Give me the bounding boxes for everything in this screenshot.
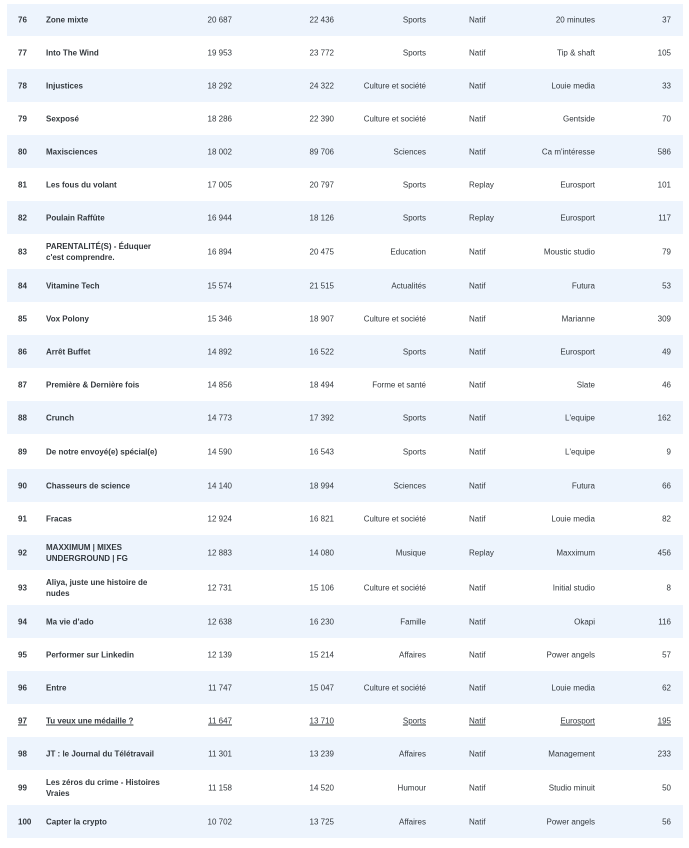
listens-value: 17 005	[207, 180, 232, 189]
episodes-count: 57	[662, 650, 671, 659]
podcast-name[interactable]: Les zéros du crime - Histoires Vraies	[46, 777, 160, 798]
type: Natif	[469, 514, 486, 523]
rank: 76	[18, 15, 27, 25]
podcast-name[interactable]: Chasseurs de science	[46, 481, 131, 490]
listens-value: 18 002	[207, 147, 232, 156]
episodes-count: 195	[657, 716, 671, 725]
category: Sports	[402, 15, 426, 25]
type: Natif	[469, 617, 486, 626]
downloads-value: 16 821	[309, 514, 334, 523]
type: Natif	[469, 583, 486, 592]
category: Sports	[402, 716, 426, 725]
category: Affaires	[399, 749, 426, 758]
type: Natif	[469, 481, 486, 490]
table-row	[7, 102, 683, 135]
rank: 78	[18, 81, 27, 90]
producer: Initial studio	[552, 583, 595, 592]
producer: Tip & shaft	[557, 48, 595, 57]
category: Culture et société	[363, 683, 426, 692]
type: Natif	[469, 447, 486, 456]
podcast-name[interactable]: De notre envoyé(e) spécial(e)	[46, 447, 158, 456]
rank: 80	[18, 147, 27, 156]
producer: Marianne	[561, 314, 595, 323]
listens-value: 12 139	[207, 650, 232, 659]
listens-value: 10 702	[207, 817, 232, 826]
downloads-value: 13 710	[309, 716, 334, 725]
episodes-count: 62	[662, 683, 671, 692]
rank: 84	[18, 281, 27, 290]
listens-value: 14 590	[207, 447, 232, 456]
type: Natif	[469, 48, 486, 57]
podcast-name[interactable]: Sexposé	[46, 114, 79, 123]
listens-value: 19 953	[207, 48, 232, 57]
podcast-name[interactable]: Les fous du volant	[46, 180, 117, 189]
producer: Okapi	[574, 617, 595, 626]
producer: L'equipe	[565, 447, 595, 456]
category: Sports	[402, 413, 426, 422]
downloads-value: 20 797	[309, 180, 334, 189]
type: Natif	[469, 817, 486, 826]
episodes-count: 50	[662, 783, 671, 792]
category: Education	[390, 247, 426, 256]
table-row-highlighted	[7, 704, 683, 737]
type: Natif	[469, 716, 486, 725]
listens-value: 11 747	[208, 683, 232, 692]
table-row	[7, 638, 683, 671]
listens-value: 18 286	[207, 114, 232, 123]
type: Replay	[469, 213, 494, 222]
downloads-value: 89 706	[309, 147, 334, 156]
category: Sports	[402, 213, 426, 222]
type: Natif	[469, 650, 486, 659]
producer: L'equipe	[565, 413, 595, 422]
downloads-value: 21 515	[309, 281, 334, 290]
downloads-value: 13 239	[309, 749, 334, 758]
table-row	[7, 302, 683, 335]
podcast-name[interactable]: Into The Wind	[46, 48, 99, 57]
type: Natif	[469, 247, 486, 256]
rank: 77	[18, 48, 27, 57]
downloads-value: 18 994	[309, 481, 334, 490]
rank: 82	[18, 213, 27, 222]
episodes-count: 309	[657, 314, 671, 323]
type: Natif	[469, 15, 486, 25]
producer: Eurosport	[560, 213, 595, 222]
producer: Power angels	[546, 817, 595, 826]
rank: 92	[18, 548, 27, 557]
table-row	[7, 234, 683, 269]
listens-value: 14 773	[207, 413, 232, 422]
rank: 87	[18, 380, 27, 389]
category: Famille	[400, 617, 426, 626]
category: Affaires	[399, 650, 426, 659]
category: Affaires	[399, 817, 426, 826]
downloads-value: 14 520	[309, 783, 334, 792]
rank: 99	[18, 783, 27, 792]
rank: 81	[18, 180, 27, 189]
type: Natif	[469, 683, 486, 692]
type: Natif	[469, 81, 486, 90]
episodes-count: 46	[662, 380, 671, 389]
podcast-name[interactable]: Entre	[46, 683, 67, 692]
downloads-value: 23 772	[309, 48, 334, 57]
type: Natif	[469, 347, 486, 356]
producer: Power angels	[546, 650, 595, 659]
downloads-value: 13 725	[309, 817, 334, 826]
table-row	[7, 69, 683, 102]
podcast-name[interactable]: Tu veux une médaille ?	[46, 716, 134, 725]
listens-value: 12 731	[207, 583, 232, 592]
table-row	[7, 469, 683, 502]
listens-value: 15 346	[207, 314, 232, 323]
category: Sports	[402, 48, 426, 57]
podcast-name[interactable]: Aliya, juste une histoire de nudes	[46, 577, 148, 598]
table-row	[7, 434, 683, 469]
type: Natif	[469, 749, 486, 758]
episodes-count: 9	[666, 447, 671, 456]
episodes-count: 105	[657, 48, 671, 57]
table-row	[7, 671, 683, 704]
episodes-count: 56	[662, 817, 671, 826]
producer: Studio minuit	[548, 783, 595, 792]
category: Sports	[402, 180, 426, 189]
table-row	[7, 502, 683, 535]
podcast-name[interactable]: Capter la crypto	[46, 817, 107, 826]
downloads-value: 15 214	[309, 650, 334, 659]
rank: 96	[18, 683, 27, 692]
type: Natif	[469, 413, 486, 422]
category: Sports	[402, 347, 426, 356]
downloads-value: 15 047	[309, 683, 334, 692]
type: Replay	[469, 548, 494, 557]
podcast-name[interactable]: Fracas	[46, 514, 72, 523]
listens-value: 14 856	[207, 380, 232, 389]
type: Natif	[469, 314, 486, 323]
downloads-value: 17 392	[309, 413, 334, 422]
category: Musique	[395, 548, 426, 557]
producer: Eurosport	[560, 716, 595, 725]
category: Culture et société	[363, 514, 426, 523]
podcast-name[interactable]: MAXXIMUM | MIXES UNDERGROUND | FG	[46, 542, 128, 563]
rank: 100	[18, 817, 32, 826]
category: Actualités	[391, 281, 426, 290]
rank: 83	[18, 247, 27, 256]
downloads-value: 16 230	[309, 617, 334, 626]
category: Sciences	[393, 147, 426, 156]
listens-value: 18 292	[207, 81, 232, 90]
listens-value: 20 687	[207, 15, 232, 25]
producer: Ca m'intéresse	[541, 147, 595, 156]
podcast-name[interactable]: Poulain Raffûte	[46, 213, 105, 222]
episodes-count: 37	[662, 15, 671, 25]
table-row	[7, 135, 683, 168]
podcast-name[interactable]: Arrêt Buffet	[46, 347, 91, 356]
podcast-name[interactable]: Vitamine Tech	[46, 281, 100, 290]
table-row	[7, 770, 683, 805]
podcast-name[interactable]: Maxisciences	[46, 147, 98, 156]
category: Humour	[397, 783, 426, 792]
downloads-value: 18 494	[309, 380, 334, 389]
rank: 95	[18, 650, 27, 659]
downloads-value: 18 907	[309, 314, 334, 323]
podcast-name[interactable]: JT : le Journal du Télétravail	[46, 749, 155, 758]
type: Natif	[469, 114, 486, 123]
listens-value: 14 892	[207, 347, 232, 356]
table-row	[7, 168, 683, 201]
rank: 79	[18, 114, 27, 123]
producer: Maxximum	[556, 548, 595, 557]
episodes-count: 53	[662, 281, 671, 290]
episodes-count: 117	[658, 213, 671, 222]
table-row	[7, 401, 683, 434]
producer: Slate	[576, 380, 595, 389]
producer: Management	[548, 749, 595, 758]
rank: 91	[18, 514, 27, 523]
table-row	[7, 570, 683, 605]
episodes-count: 162	[657, 413, 671, 422]
producer: Louie media	[551, 683, 595, 692]
downloads-value: 15 106	[309, 583, 334, 592]
listens-value: 15 574	[207, 281, 232, 290]
rank: 98	[18, 749, 27, 758]
category: Sports	[402, 447, 426, 456]
producer: 20 minutes	[555, 15, 595, 25]
episodes-count: 79	[662, 247, 671, 256]
table-row	[7, 201, 683, 234]
listens-value: 12 638	[207, 617, 232, 626]
category: Culture et société	[363, 314, 426, 323]
category: Culture et société	[363, 114, 426, 123]
rank: 88	[18, 413, 27, 422]
downloads-value: 16 543	[309, 447, 334, 456]
table-row	[7, 335, 683, 368]
ranking-table	[7, 4, 683, 838]
table-row	[7, 737, 683, 770]
table-row	[7, 605, 683, 638]
episodes-count: 33	[662, 81, 671, 90]
listens-value: 11 301	[208, 749, 232, 758]
downloads-value: 22 390	[309, 114, 334, 123]
rank: 85	[18, 314, 27, 323]
type: Natif	[469, 281, 486, 290]
downloads-value: 16 522	[309, 347, 334, 356]
downloads-value: 22 436	[309, 15, 334, 25]
listens-value: 14 140	[207, 481, 232, 490]
producer: Louie media	[551, 514, 595, 523]
producer: Gentside	[562, 114, 595, 123]
episodes-count: 70	[662, 114, 671, 123]
rank: 89	[18, 447, 27, 456]
listens-value: 11 647	[208, 716, 232, 725]
category: Culture et société	[363, 583, 426, 592]
type: Natif	[469, 147, 486, 156]
table-row	[7, 805, 683, 838]
downloads-value: 18 126	[309, 213, 334, 222]
producer: Eurosport	[560, 180, 595, 189]
producer: Futura	[571, 481, 595, 490]
rank: 94	[18, 617, 27, 626]
rank: 86	[18, 347, 27, 356]
downloads-value: 14 080	[309, 548, 334, 557]
downloads-value: 20 475	[309, 247, 334, 256]
episodes-count: 49	[662, 347, 671, 356]
podcast-name[interactable]: Zone mixte	[46, 15, 89, 25]
type: Natif	[469, 380, 486, 389]
podcast-name[interactable]: PARENTALITÉ(S) - Éduquer c'est comprendre.	[46, 241, 152, 262]
podcast-name[interactable]: Crunch	[46, 413, 74, 422]
producer: Louie media	[551, 81, 595, 90]
category: Culture et société	[363, 81, 426, 90]
episodes-count: 82	[662, 514, 671, 523]
listens-value: 12 883	[207, 548, 232, 557]
table-row	[7, 368, 683, 401]
producer: Futura	[571, 281, 595, 290]
episodes-count: 66	[662, 481, 671, 490]
category: Sciences	[393, 481, 426, 490]
episodes-count: 116	[658, 617, 671, 626]
episodes-count: 586	[657, 147, 671, 156]
rank: 90	[18, 481, 27, 490]
podcast-name[interactable]: Injustices	[46, 81, 83, 90]
category: Forme et santé	[372, 380, 426, 389]
podcast-name[interactable]: Performer sur Linkedin	[46, 650, 135, 659]
episodes-count: 101	[657, 180, 671, 189]
rank: 93	[18, 583, 27, 592]
table-row	[7, 36, 683, 69]
listens-value: 12 924	[207, 514, 232, 523]
type: Natif	[469, 783, 486, 792]
podcast-name[interactable]: Ma vie d'ado	[46, 617, 94, 626]
episodes-count: 233	[657, 749, 671, 758]
producer: Eurosport	[560, 347, 595, 356]
type: Replay	[469, 180, 494, 189]
producer: Moustic studio	[543, 247, 595, 256]
podcast-name[interactable]: Vox Polony	[46, 314, 89, 323]
episodes-count: 456	[657, 548, 671, 557]
listens-value: 16 944	[207, 213, 232, 222]
episodes-count: 8	[666, 583, 671, 592]
podcast-name[interactable]: Première & Dernière fois	[46, 380, 140, 389]
table-row	[7, 535, 683, 570]
listens-value: 11 158	[208, 783, 232, 792]
table-row	[7, 4, 683, 36]
table-row	[7, 269, 683, 302]
downloads-value: 24 322	[309, 81, 334, 90]
listens-value: 16 894	[207, 247, 232, 256]
rank: 97	[18, 716, 27, 725]
